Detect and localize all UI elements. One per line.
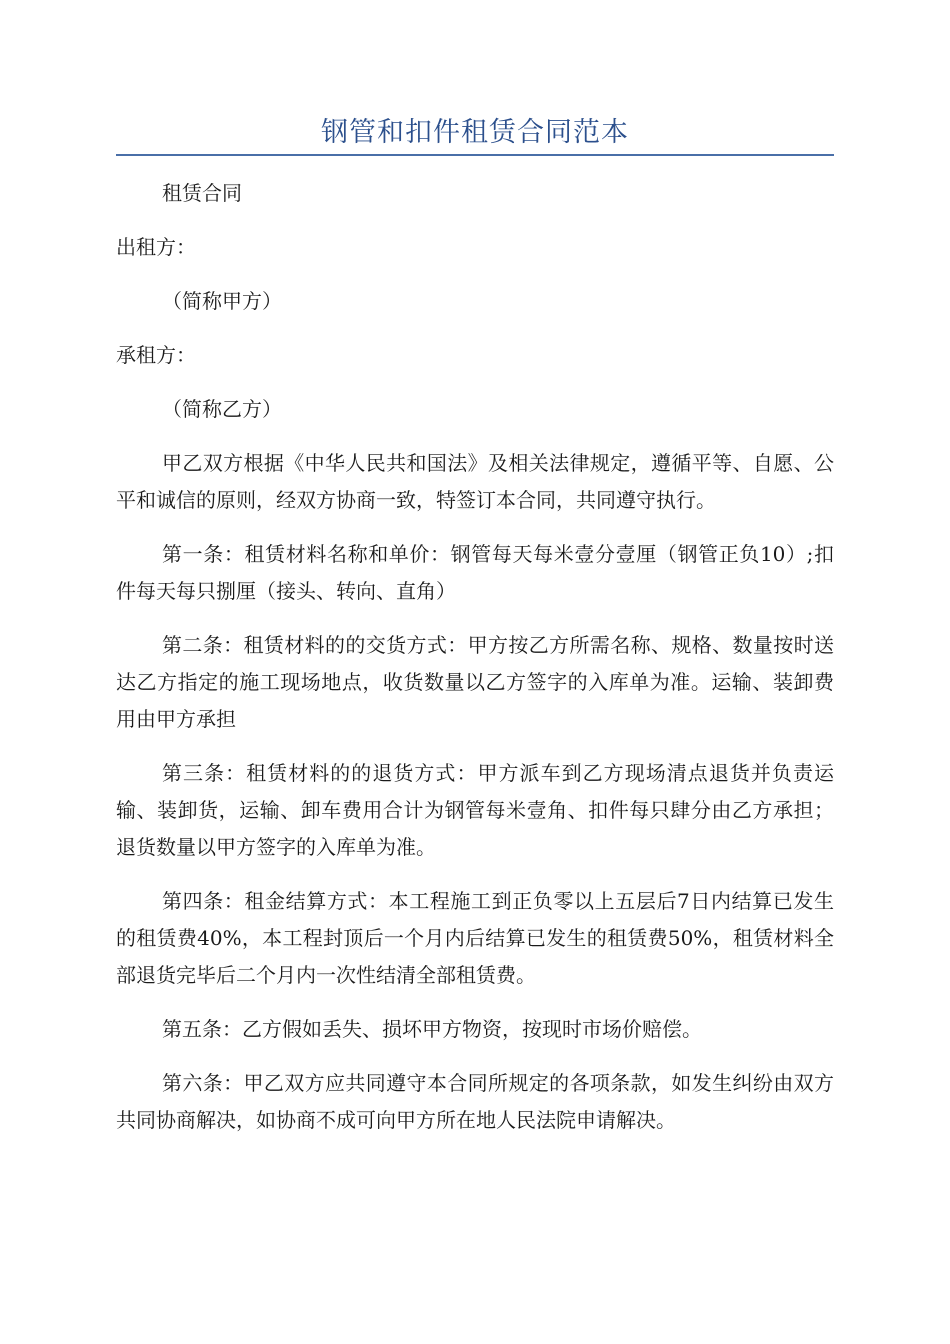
paragraph-article-6: 第六条：甲乙双方应共同遵守本合同所规定的各项条款，如发生纠纷由双方共同协商解决，如协商不成可向甲方所在地人民法院申请解决。 <box>116 1071 834 1132</box>
paragraph-preamble: 甲乙双方根据《中华人民共和国法》及相关法律规定，遵循平等、自愿、公平和诚信的原则，经双方协商一致，特签订本合同，共同遵守执行。 <box>116 451 834 512</box>
paragraph-lessee: 承租方： <box>116 343 196 367</box>
paragraph-lessee-abbr: （简称乙方） <box>162 397 282 421</box>
paragraph-heading: 租赁合同 <box>162 181 242 205</box>
paragraph-article-4: 第四条：租金结算方式：本工程施工到正负零以上五层后7日内结算已发生的租赁费40%，本工程封顶后一个月内后结算已发生的租赁费50%，租赁材料全部退货完毕后二个月内一次性结清全部租赁费。 <box>116 889 834 987</box>
paragraph-article-5: 第五条：乙方假如丢失、损坏甲方物资，按现时市场价赔偿。 <box>162 1017 702 1041</box>
document-body <box>116 175 834 1156</box>
paragraph-article-2: 第二条：租赁材料的的交货方式：甲方按乙方所需名称、规格、数量按时送达乙方指定的施工现场地点，收货数量以乙方签字的入库单为准。运输、装卸费用由甲方承担 <box>116 633 834 731</box>
paragraph-lessor-abbr: （简称甲方） <box>162 289 282 313</box>
document-title: 钢管和扣件租赁合同范本 <box>321 117 629 148</box>
paragraph-article-1: 第一条：租赁材料名称和单价：钢管每天每米壹分壹厘（钢管正负10）;扣件每天每只捌厘（接头、转向、直角） <box>116 542 834 603</box>
paragraph-article-3: 第三条：租赁材料的的退货方式：甲方派车到乙方现场清点退货并负责运输、装卸货，运输、卸车费用合计为钢管每米壹角、扣件每只肆分由乙方承担；退货数量以甲方签字的入库单为准。 <box>116 761 834 859</box>
title-underline <box>116 154 834 156</box>
paragraph-lessor: 出租方： <box>116 235 196 259</box>
